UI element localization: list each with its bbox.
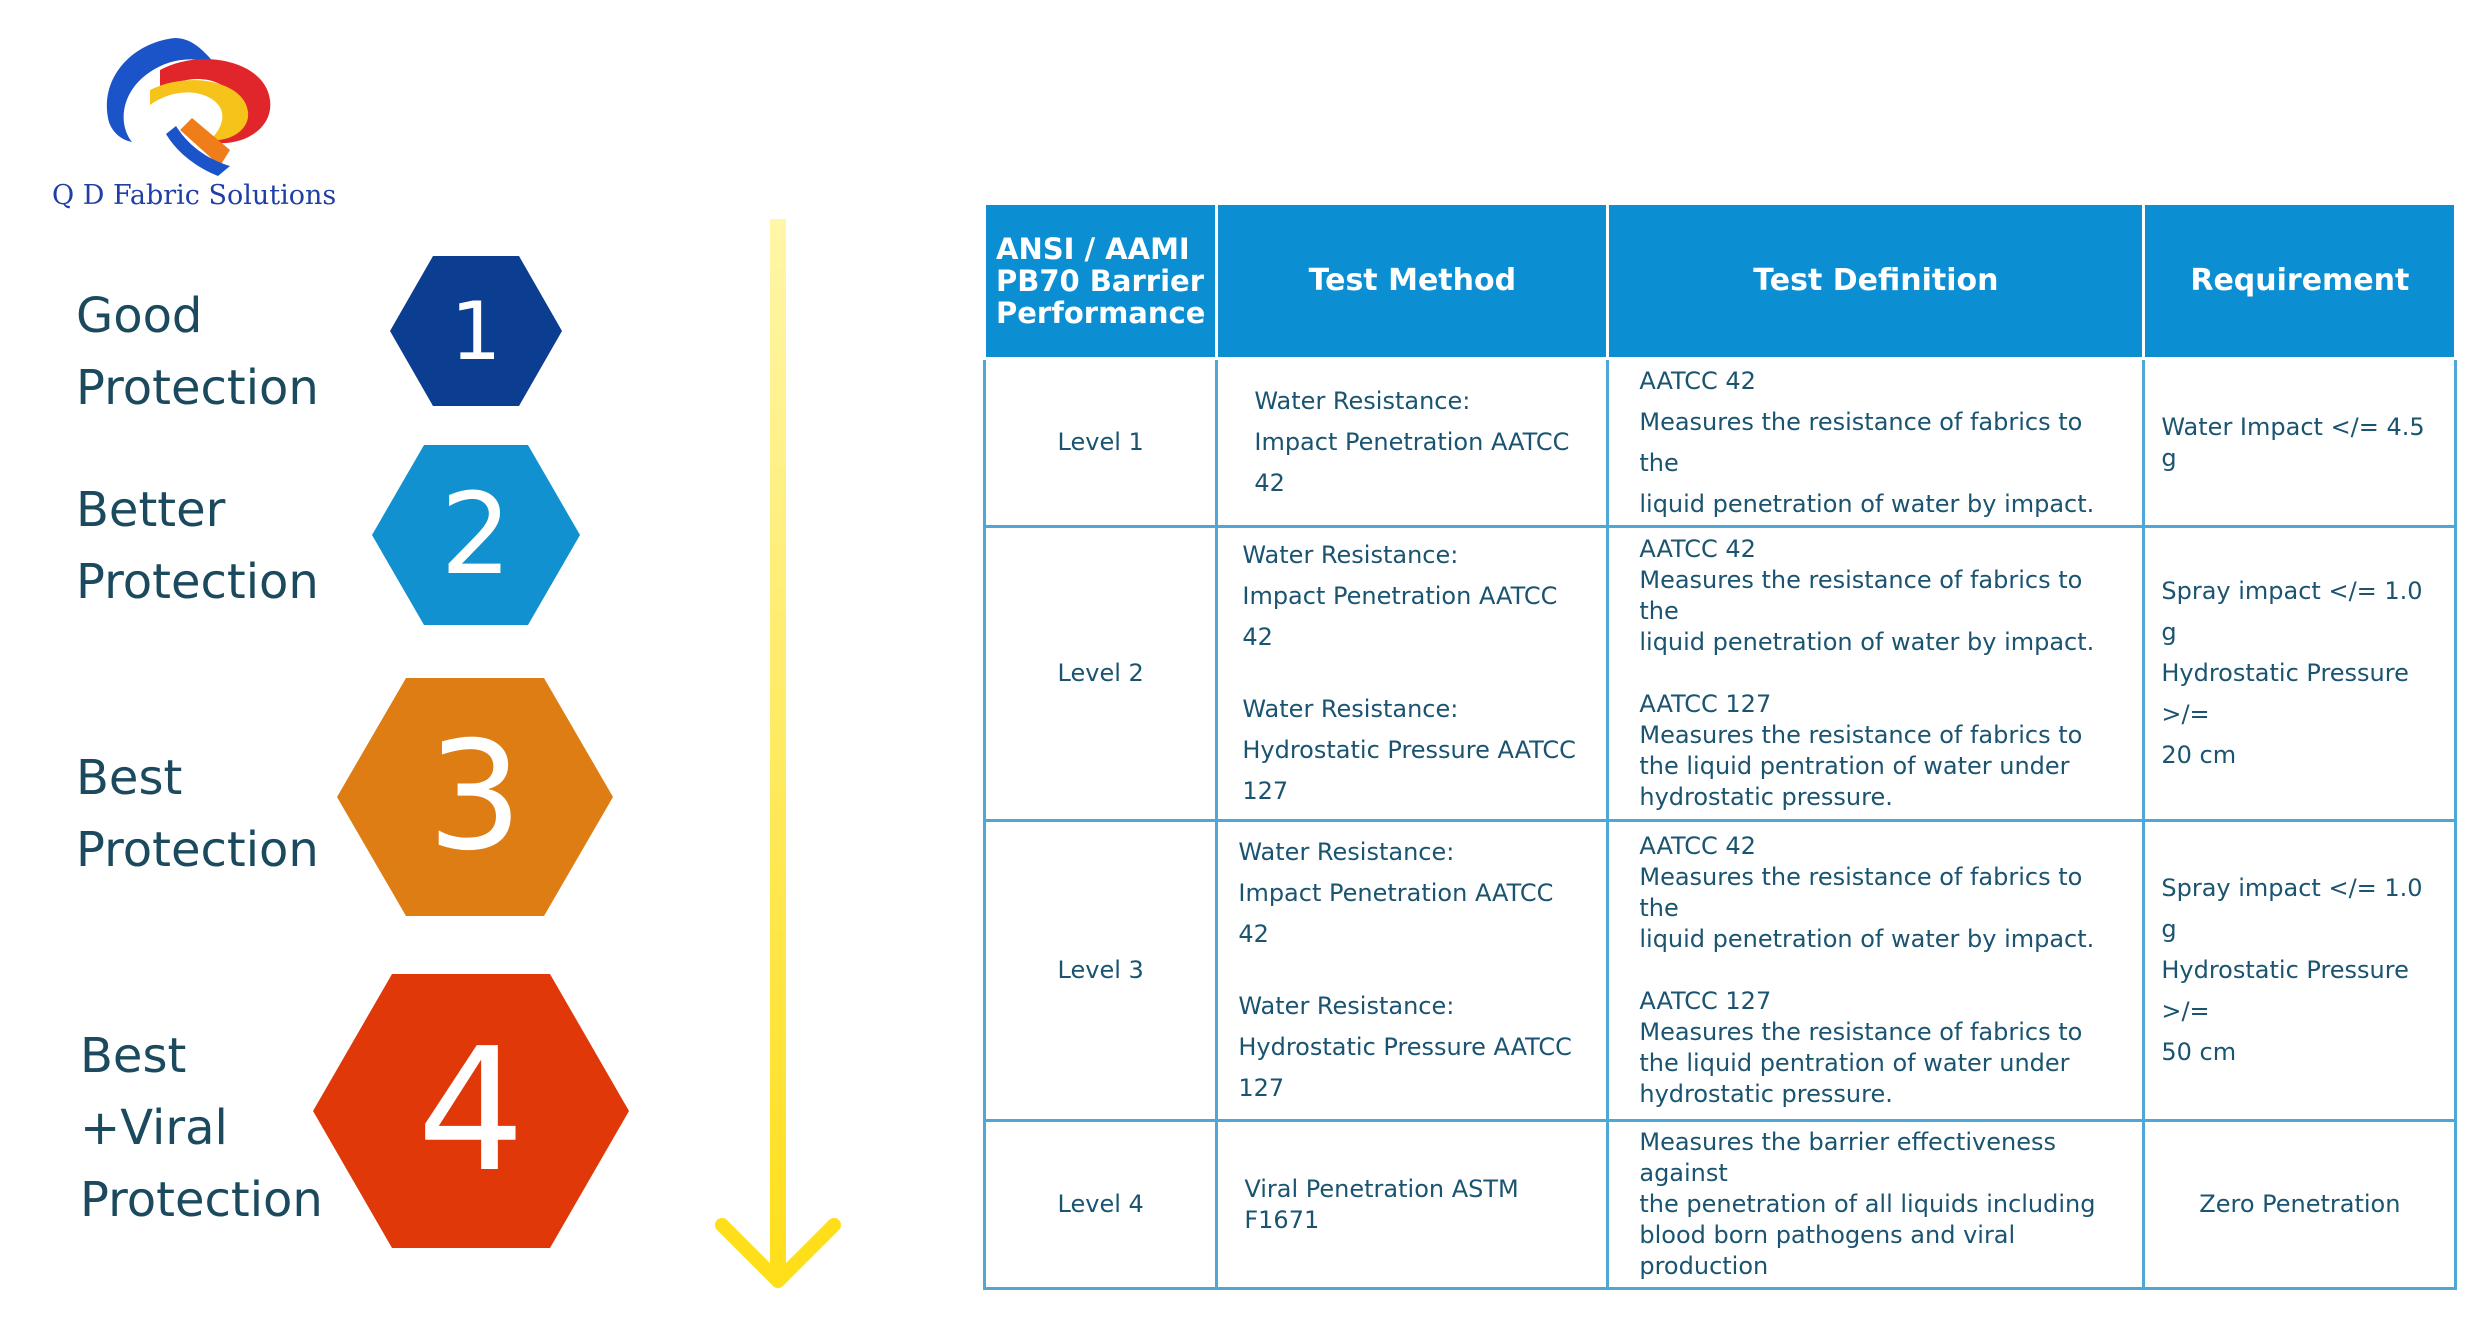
level-4-label-line-3: Protection [80, 1172, 323, 1228]
cell-requirement: Spray impact </= 1.0 g Hydrostatic Pressure >/= 20 cm [2144, 527, 2456, 821]
cell-test-definition: AATCC 42 Measures the resistance of fabrics to the liquid penetration of water by impact. [1608, 359, 2144, 527]
cell-requirement: Zero Penetration [2144, 1121, 2456, 1289]
cell-test-definition: AATCC 42 Measures the resistance of fabrics to the liquid penetration of water by impact. AATCC 127 Measures the resistance of fabrics to the liquid pentration of water under hydrostatic pressure. [1608, 527, 2144, 821]
cell-requirement: Spray impact </= 1.0 g Hydrostatic Pressure >/= 50 cm [2144, 821, 2456, 1121]
level-2-label-line-2: Protection [76, 554, 319, 610]
level-1-label [76, 280, 319, 424]
brand-name: Q D Fabric Solutions [52, 180, 337, 211]
cell-level: Level 2 [985, 527, 1217, 821]
level-4-label-line-2: +Viral [80, 1100, 228, 1156]
qd-logo-icon [80, 30, 310, 180]
level-3-label-line-2: Protection [76, 822, 319, 878]
cell-level: Level 1 [985, 359, 1217, 527]
level-1-label-line-2: Protection [76, 360, 319, 416]
down-arrow-icon [700, 215, 860, 1295]
table-row [985, 527, 2456, 821]
level-4-label-line-1: Best [80, 1028, 187, 1084]
cell-level: Level 3 [985, 821, 1217, 1121]
level-2-label-line-1: Better [76, 482, 226, 538]
table-row [985, 821, 2456, 1121]
level-3-label-line-1: Best [76, 750, 183, 806]
level-1-hexagon [390, 256, 562, 406]
table-row [985, 359, 2456, 527]
level-2-hexagon [372, 445, 580, 625]
cell-test-definition: AATCC 42 Measures the resistance of fabrics to the liquid penetration of water by impact. AATCC 127 Measures the resistance of fabrics to the liquid pentration of water under hydrostatic pressure. [1608, 821, 2144, 1121]
level-3-label [76, 742, 319, 886]
table-header-row [985, 204, 2456, 359]
cell-level: Level 4 [985, 1121, 1217, 1289]
level-1-number: 1 [450, 284, 502, 378]
header-test-method: Test Method [1217, 204, 1608, 359]
table-row [985, 1121, 2456, 1289]
cell-test-method: Water Resistance: Impact Penetration AATCC 42 Water Resistance: Hydrostatic Pressure AATCC 127 [1217, 527, 1608, 821]
brand-logo [40, 30, 337, 225]
level-2-number: 2 [440, 470, 512, 600]
cell-test-definition: Measures the barrier effectiveness against the penetration of all liquids including blood born pathogens and viral production [1608, 1121, 2144, 1289]
level-4-number: 4 [416, 1012, 526, 1210]
cell-test-method: Viral Penetration ASTM F1671 [1217, 1121, 1608, 1289]
barrier-performance-table [983, 202, 2457, 1290]
cell-requirement: Water Impact </= 4.5 g [2144, 359, 2456, 527]
level-3-number: 3 [427, 710, 523, 884]
cell-test-method: Water Resistance: Impact Penetration AATCC 42 Water Resistance: Hydrostatic Pressure AATCC 127 [1217, 821, 1608, 1121]
level-3-hexagon [337, 678, 613, 916]
level-4-label [80, 1020, 323, 1236]
header-level: ANSI / AAMI PB70 Barrier Performance [985, 204, 1217, 359]
level-1-label-line-1: Good [76, 288, 203, 344]
level-2-label [76, 474, 319, 618]
header-test-definition: Test Definition [1608, 204, 2144, 359]
level-4-hexagon [313, 974, 629, 1248]
header-requirement: Requirement [2144, 204, 2456, 359]
cell-test-method: Water Resistance: Impact Penetration AATCC 42 [1217, 359, 1608, 527]
